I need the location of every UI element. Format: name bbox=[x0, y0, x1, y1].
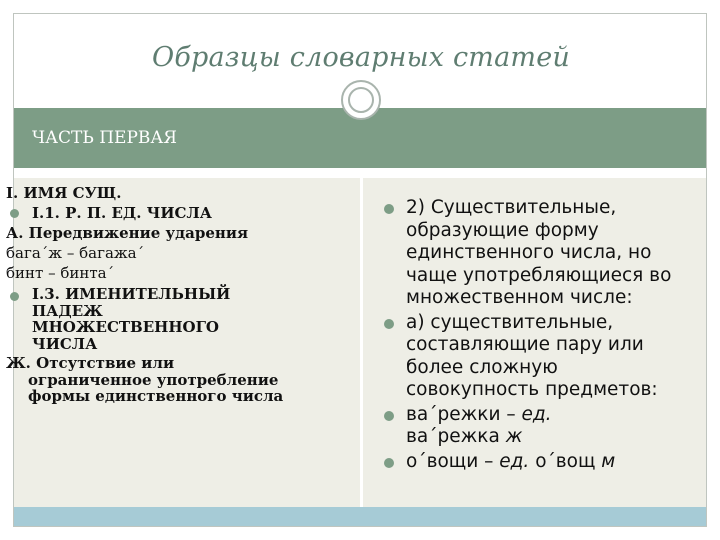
right-bullet-1: 2) Существительные, образующие форму единственного числа, но чаще употребляющиеся во множественном числе: bbox=[364, 197, 684, 310]
left-line-7: Ж. Отсутствие или ограниченное употребление формы единственного числа bbox=[6, 354, 284, 405]
left-bullet-1: I.1. Р. П. ЕД. ЧИСЛА bbox=[6, 203, 336, 223]
left-column bbox=[6, 183, 336, 405]
item4-part-c: о´вощ bbox=[529, 450, 602, 472]
item3-part-a: ва´режки – bbox=[406, 403, 522, 425]
right-bullet-2: а) существительные, составляющие пару или более сложную совокупность предметов: bbox=[364, 312, 684, 402]
column-divider bbox=[360, 178, 363, 507]
item3-part-d: ж bbox=[505, 426, 523, 447]
bottom-bar bbox=[14, 507, 706, 526]
left-line-1: I. ИМЯ СУЩ. bbox=[6, 184, 122, 202]
right-column bbox=[364, 197, 684, 475]
left-line-5: бинт – бинта´ bbox=[6, 264, 115, 282]
item3-part-c: ва´режка bbox=[406, 426, 506, 447]
right-bullet-3 bbox=[364, 404, 684, 449]
section-heading: ЧАСТЬ ПЕРВАЯ bbox=[32, 128, 177, 148]
ring-ornament-icon bbox=[341, 80, 381, 120]
left-line-4: бага´ж – багажа´ bbox=[6, 244, 145, 262]
item4-part-d: м bbox=[601, 450, 616, 472]
item3-part-b: ед. bbox=[521, 403, 552, 425]
left-line-3: А. Передвижение ударения bbox=[6, 224, 249, 242]
item4-part-a: о´вощи – bbox=[406, 450, 500, 472]
left-bullet-2: I.3. ИМЕНИТЕЛЬНЫЙ ПАДЕЖ МНОЖЕСТВЕННОГО ЧИСЛА bbox=[6, 286, 282, 352]
item4-part-b: ед. bbox=[499, 450, 530, 472]
slide-title: Образцы словарных статей bbox=[152, 42, 570, 73]
right-bullet-4 bbox=[364, 451, 684, 474]
